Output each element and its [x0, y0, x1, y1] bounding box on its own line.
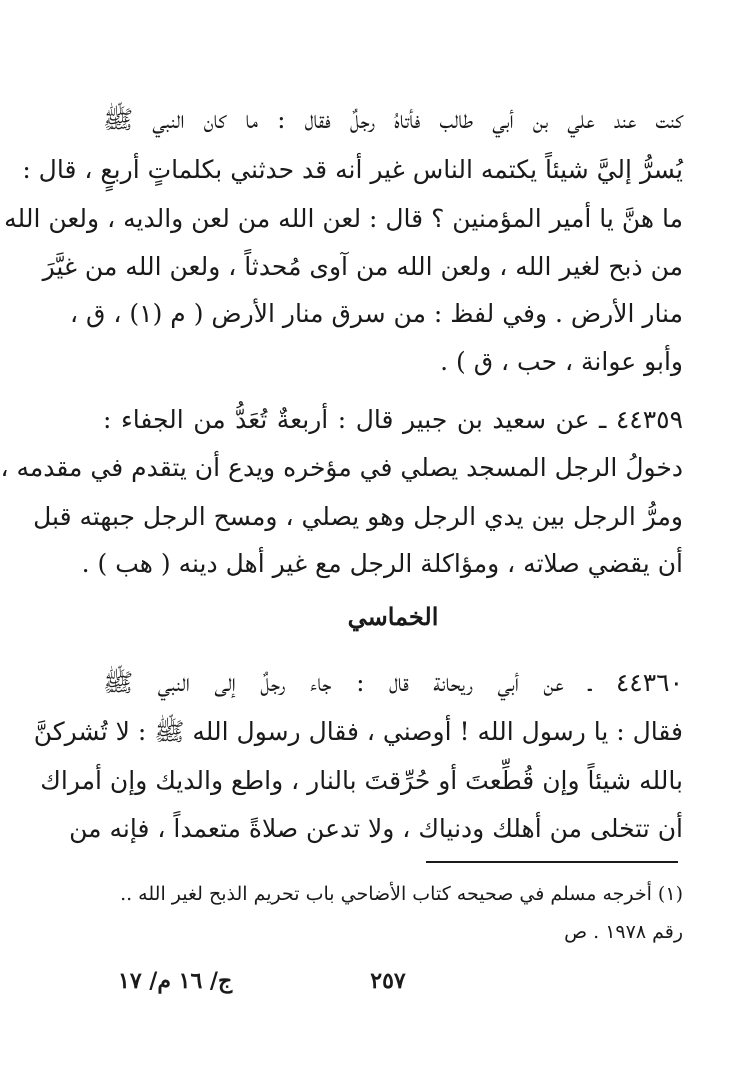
body-line-6: وأبو عوانة ، حب ، ق ) .	[440, 347, 683, 376]
body-line-13: بالله شيئاً وإن قُطِّعتَ أو حُرِّقتَ بالنار ، واطع والديك وإن أمراك	[40, 766, 683, 795]
signature-mark: ج/ ١٦ م/ ١٧	[118, 968, 233, 994]
body-line-3: ما هنَّ يا أمير المؤمنين ؟ قال : لعن الله من لعن والديه ، ولعن الله	[4, 204, 683, 233]
body-line-1: كنت عند علي بن أبي طالب فأتاهُ رجلٌ فقال : ما كان النبي ﷺ	[103, 105, 683, 134]
body-line-10: أن يقضي صلاته ، ومؤاكلة الرجل مع غير أهل دينه ( هب ) .	[81, 549, 683, 578]
body-line-11: ٤٤٣٦٠ ـ عن أبي ريحانة قال : جاء رجلٌ إلى النبي ﷺ	[103, 668, 683, 697]
section-heading: الخماسي	[347, 602, 439, 631]
footnote-line-2: رقم ١٩٧٨ . ص	[564, 921, 683, 943]
footnote-separator	[426, 861, 678, 863]
body-line-9: ومرُّ الرجل بين يدي الرجل وهو يصلي ، ومسح الرجل جبهته قبل	[33, 502, 683, 531]
body-line-8: دخولُ الرجل المسجد يصلي في مؤخره ويدع أن يتقدم في مقدمه ،	[0, 453, 683, 482]
body-line-4: من ذبح لغير الله ، ولعن الله من آوى مُحدثاً ، ولعن الله من غيَّرَ	[42, 252, 683, 281]
body-line-12: فقال : يا رسول الله ! أوصني ، فقال رسول الله ﷺ : لا تُشركنَّ	[33, 717, 683, 746]
body-line-5: منار الأرض . وفي لفظ : من سرق منار الأرض ( م (١) ، ق ،	[70, 299, 683, 328]
body-line-7: ٤٤٣٥٩ ـ عن سعيد بن جبير قال : أربعةٌ تُعَدُّ من الجفاء :	[103, 405, 683, 434]
body-line-2: يُسرُّ إليَّ شيئاً يكتمه الناس غير أنه قد حدثني بكلماتٍ أربعٍ ، قال :	[22, 155, 683, 184]
footnote-line-1: (١) أخرجه مسلم في صحيحه كتاب الأضاحي باب تحريم الذبح لغير الله ..	[120, 883, 683, 905]
body-line-14: أن تتخلى من أهلك ودنياك ، ولا تدعن صلاةً متعمداً ، فإنه من	[69, 814, 683, 843]
page-number: ٢٥٧	[370, 968, 406, 994]
